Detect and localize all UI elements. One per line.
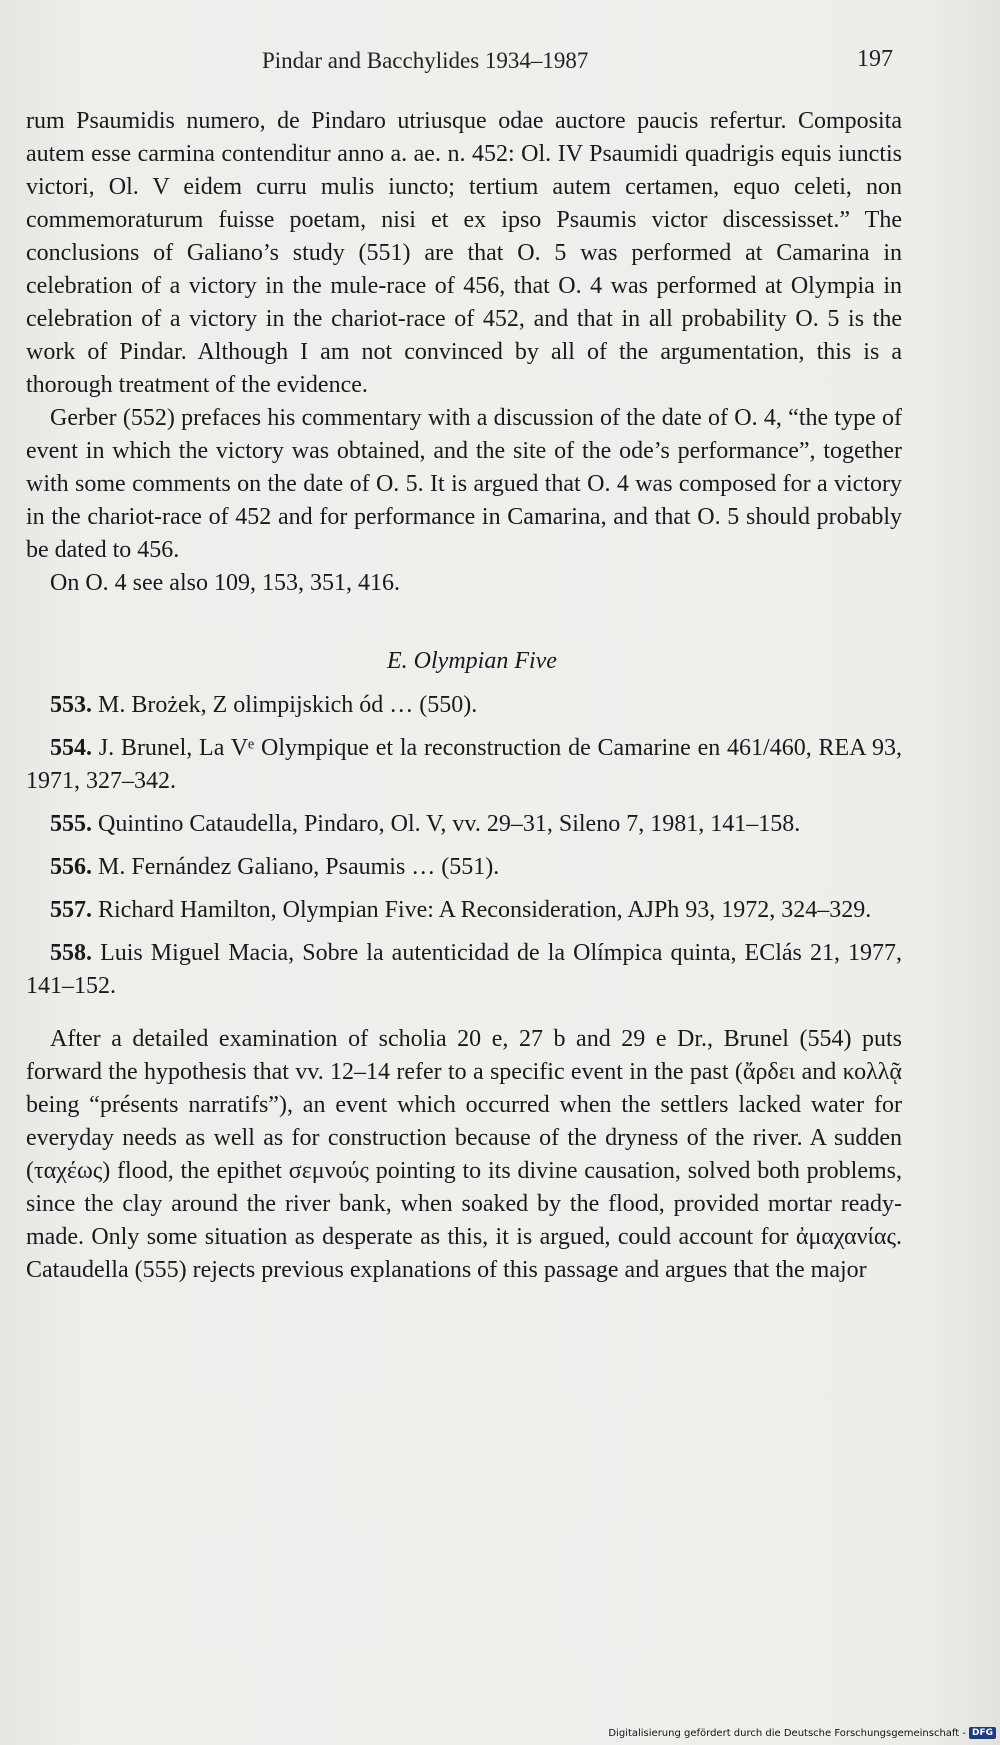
- entry-text: Quintino Cataudella, Pindaro, Ol. V, vv. 29–31, Sileno 7, 1981, 141–158.: [98, 811, 801, 837]
- bibliography-entry: [26, 689, 902, 722]
- page-number: 197: [857, 46, 893, 72]
- entry-number: 555.: [50, 811, 92, 837]
- entry-number: 558.: [50, 940, 92, 966]
- paragraph-brunel-hypothesis: After a detailed examination of scholia 20 e, 27 b and 29 e Dr., Brunel (554) puts forward the hypothesis that vv. 12–14 refer to a specific event in the past (ἄρδει and κολλᾷ being “présents narratifs”), an event which occurred when the settlers lacked water for everyday needs as well as for construction because of the dryness of the river. A sudden (ταχέως) flood, the epithet σεμνούς pointing to its divine causation, solved both problems, since the clay around the river bank, when soaked by the flood, provided mortar ready-made. Only some situation as desperate as this, it is argued, could account for ἀμαχανίας. Cataudella (555) rejects previous explanations of this passage and argues that the major: [26, 1026, 902, 1283]
- entry-number: 557.: [50, 897, 92, 923]
- entry-number: 554.: [50, 735, 92, 761]
- bibliography-entry: [26, 894, 902, 927]
- entry-number: 556.: [50, 854, 92, 880]
- footer-text: Digitalisierung gefördert durch die Deutsche Forschungsgemeinschaft -: [608, 1727, 966, 1739]
- bibliography-entry: [26, 937, 902, 1003]
- bibliography-entry: [26, 851, 902, 884]
- page-body: [26, 105, 902, 1287]
- entry-text: J. Brunel, La Vᵉ Olympique et la reconstruction de Camarine en 461/460, REA 93, 1971, 327–342.: [26, 735, 902, 794]
- bibliography-entry: [26, 732, 902, 798]
- entry-text: Richard Hamilton, Olympian Five: A Reconsideration, AJPh 93, 1972, 324–329.: [98, 897, 872, 923]
- running-title: Pindar and Bacchylides 1934–1987: [262, 48, 589, 73]
- entry-text: M. Brożek, Z olimpijskich ód … (550).: [98, 692, 478, 718]
- entry-number: 553.: [50, 692, 92, 718]
- section-heading: E. Olympian Five: [387, 648, 557, 674]
- bibliography-entry: [26, 808, 902, 841]
- entry-text: M. Fernández Galiano, Psaumis … (551).: [98, 854, 500, 880]
- digitization-footer: [608, 1727, 996, 1739]
- dfg-logo-icon: DFG: [969, 1727, 996, 1739]
- entry-text: Luis Miguel Macia, Sobre la autenticidad de la Olímpica quinta, EClás 21, 1977, 141–152.: [26, 940, 903, 999]
- paragraph-gerber: Gerber (552) prefaces his commentary with a discussion of the date of O. 4, “the type of event in which the victory was obtained, and the site of the ode’s performance”, together with some comments on the date of O. 5. It is argued that O. 4 was composed for a victory in the chariot-race of 452 and for performance in Camarina, and that O. 5 should probably be dated to 456.: [26, 405, 902, 563]
- paragraph-see-also: On O. 4 see also 109, 153, 351, 416.: [50, 570, 400, 596]
- paragraph-galiano-conclusions: rum Psaumidis numero, de Pindaro utriusque odae auctore paucis refertur. Composita autem esse carmina contenditur anno a. ae. n. 452: Ol. IV Psaumidi quadrigis equis iunctis victori, Ol. V eidem curru mulis iuncto; tertium autem certamen, equo celeti, non commemoraturum fuisse poetam, nisi et ex ipso Psaumis victor discessisset.” The conclusions of Galiano’s study (551) are that O. 5 was performed at Camarina in celebration of a victory in the mule-race of 456, that O. 4 was performed at Olympia in celebration of a victory in the chariot-race of 452, and that in all probability O. 5 is the work of Pindar. Although I am not convinced by all of the argumentation, this is a thorough treatment of the evidence.: [26, 108, 902, 398]
